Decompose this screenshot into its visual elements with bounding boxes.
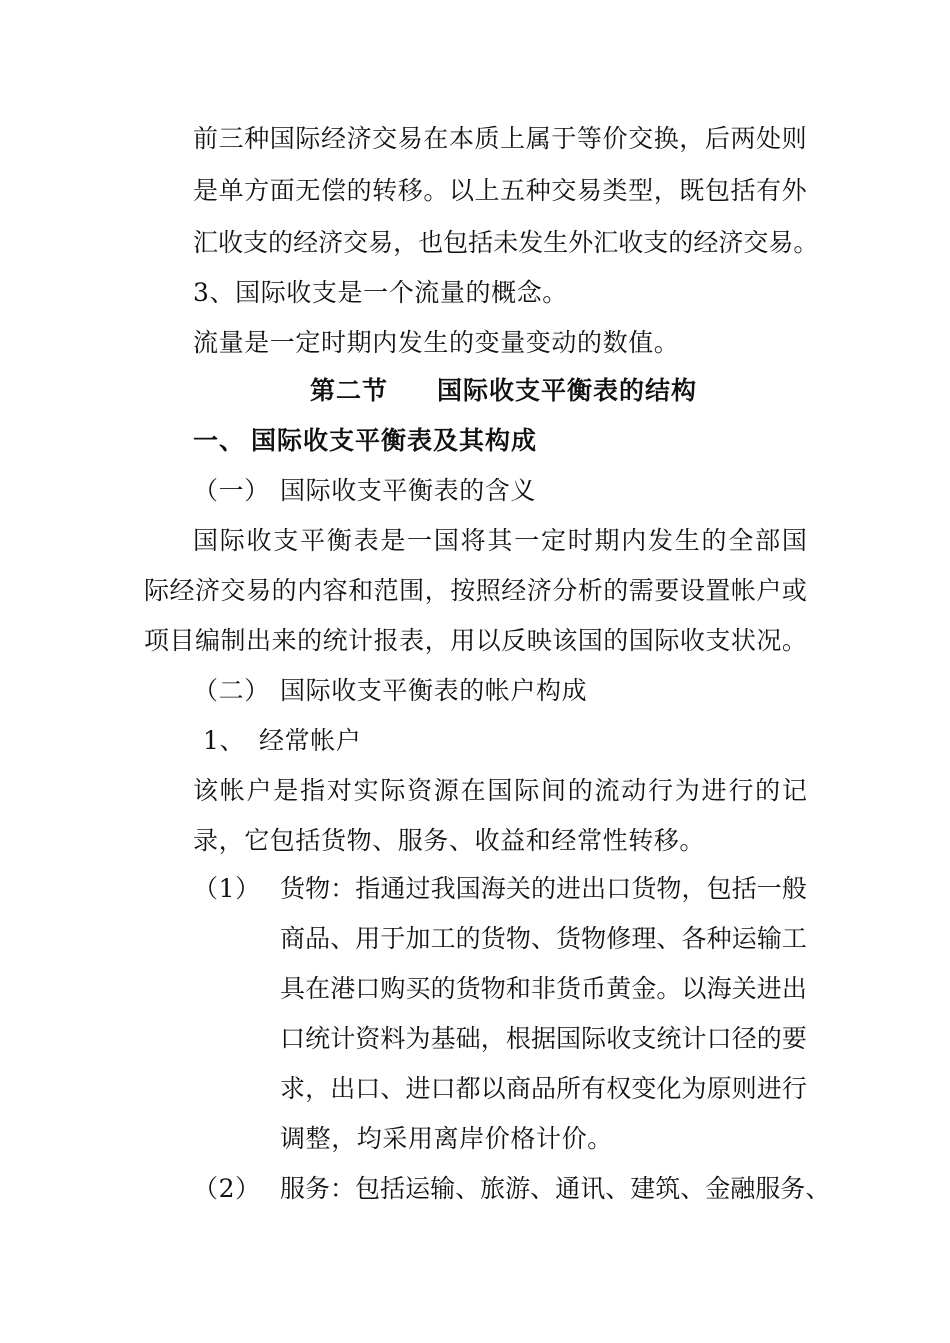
heading-number: 一、 (193, 426, 246, 455)
paragraph-line: 是 单 方 面 无 偿 的 转 移 。 以 上 五 种 交 易 类 型 ， 既 包 括 有 外 (193, 176, 807, 205)
section-title: 国际收支平衡表的结构 (437, 376, 698, 405)
goods-line: 调整，均采用离岸价格计价。 (280, 1124, 613, 1153)
paragraph-line: 际 经 济 交 易 的 内 容 和 范 围 ， 按 照 经 济 分 析 的 需 要 设 置 帐 户 或 (144, 576, 807, 605)
goods-line: 货 物 ： 指 通 过 我 国 海 关 的 进 出 口 货 物 ， 包 括 一 般 (280, 874, 807, 903)
goods-line: 商 品 、 用 于 加 工 的 货 物 、 货 物 修 理 、 各 种 运 输 工 (280, 924, 807, 953)
paragraph-line: 项 目 编 制 出 来 的 统 计 报 表 ， 用 以 反 映 该 国 的 国 际 收 支 状 况 。 (144, 626, 807, 655)
flow-definition-text: 流量是一定时期内发生的变量变动的数值。 (193, 328, 680, 357)
services-line: 服 务 ： 包 括 运 输 、 旅 游 、 通 讯 、 建 筑 、 金 融 服 务 、 (280, 1174, 831, 1203)
section-number: 第二节 (310, 376, 389, 405)
services-number: （2） (193, 1174, 261, 1203)
paragraph-line: 汇 收 支 的 经 济 交 易 ， 也 包 括 未 发 生 外 汇 收 支 的 经 济 交 易 。 (193, 228, 819, 257)
point-3-text: 3、国际收支是一个流量的概念。 (193, 278, 568, 307)
subheading-number: （二） (193, 676, 270, 705)
goods-line: 求 ， 出 口 、 进 口 都 以 商 品 所 有 权 变 化 为 原 则 进 行 (280, 1074, 807, 1103)
subheading-title: 国际收支平衡表的含义 (280, 476, 537, 505)
paragraph-line: 该 帐 户 是 指 对 实 际 资 源 在 国 际 间 的 流 动 行 为 进 行 的 记 (193, 776, 807, 805)
paragraph-line: 录，它包括货物、服务、收益和经常性转移。 (193, 826, 706, 855)
goods-line: 具 在 港 口 购 买 的 货 物 和 非 货 币 黄 金 。 以 海 关 进 出 (280, 974, 807, 1003)
heading-title: 国际收支平衡表及其构成 (251, 426, 538, 455)
goods-line: 口 统 计 资 料 为 基 础 ， 根 据 国 际 收 支 统 计 口 径 的 要 (280, 1024, 807, 1053)
goods-number: （1） (193, 874, 261, 903)
item-title: 经常帐户 (259, 726, 362, 755)
paragraph-line: 国 际 收 支 平 衡 表 是 一 国 将 其 一 定 时 期 内 发 生 的 全 部 国 (193, 526, 807, 555)
subheading-number: （一） (193, 476, 270, 505)
subheading-title: 国际收支平衡表的帐户构成 (280, 676, 588, 705)
item-number: 1、 (203, 726, 246, 755)
paragraph-line: 前 三 种 国 际 经 济 交 易 在 本 质 上 属 于 等 价 交 换 ， 后 两 处 则 (193, 124, 807, 153)
